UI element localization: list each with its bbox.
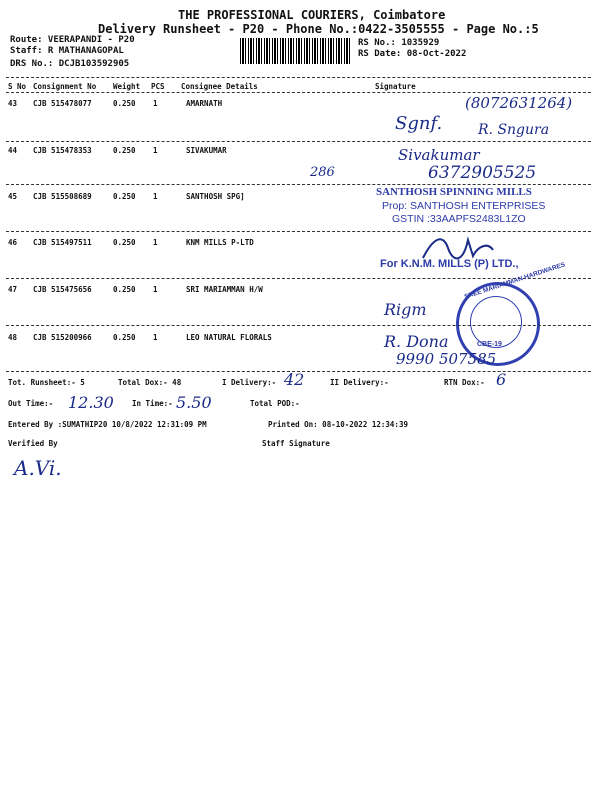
row-sno: 43 <box>8 99 18 108</box>
row-consignee: SANTHOSH SPG] <box>186 192 245 201</box>
row-weight: 0.250 <box>113 192 136 201</box>
row-consignment: CJB 515497511 <box>33 238 92 247</box>
row-consignment: CJB 515475656 <box>33 285 92 294</box>
row-sno: 46 <box>8 238 18 247</box>
row-consignee: KNM MILLS P-LTD <box>186 238 254 247</box>
divider <box>6 77 591 78</box>
row-consignee: AMARNATH <box>186 99 223 108</box>
company-stamp: Prop: SANTHOSH ENTERPRISES <box>382 200 546 212</box>
handwritten-mark: 286 <box>310 165 335 180</box>
staff-signature-label: Staff Signature <box>262 439 330 448</box>
row-pcs: 1 <box>153 99 158 108</box>
route-label: Route: VEERAPANDI - P20 <box>10 35 135 45</box>
handwritten-signature: Rigm <box>384 300 427 319</box>
i-delivery-value: 42 <box>284 370 305 389</box>
row-consignment: CJB 515478077 <box>33 99 92 108</box>
seal-text: CBE-19 <box>477 341 502 348</box>
out-time-value: 12.30 <box>68 393 114 412</box>
row-pcs: 1 <box>153 192 158 201</box>
ii-delivery-label: II Delivery:- <box>330 378 389 387</box>
verified-by-label: Verified By <box>8 439 58 448</box>
row-pcs: 1 <box>153 333 158 342</box>
divider <box>6 278 591 279</box>
tot-runsheet: Tot. Runsheet:- 5 <box>8 378 85 387</box>
row-consignee: LEO NATURAL FLORALS <box>186 333 272 342</box>
divider <box>6 92 591 93</box>
company-stamp: GSTIN :33AAPFS2483L1ZO <box>392 213 526 225</box>
col-weight: Weight <box>113 82 141 91</box>
total-dox: Total Dox:- 48 <box>118 378 182 387</box>
runsheet-subtitle: Delivery Runsheet - P20 - Phone No.:0422-3505555 - Page No.:5 <box>98 22 539 36</box>
col-consignee: Consignee Details <box>181 82 258 91</box>
row-weight: 0.250 <box>113 99 136 108</box>
row-pcs: 1 <box>153 285 158 294</box>
col-sno: S No <box>8 82 27 91</box>
handwritten-signature: Sivakumar <box>398 146 480 164</box>
rs-number: RS No.: 1035929 <box>358 38 440 48</box>
row-sno: 48 <box>8 333 18 342</box>
verifier-signature: A.Vi. <box>14 456 62 480</box>
entered-by: Entered By :SUMATHIP20 10/8/2022 12:31:09 PM <box>8 420 207 429</box>
row-weight: 0.250 <box>113 146 136 155</box>
handwritten-phone: 9990 507585 <box>396 350 497 368</box>
in-time-value: 5.50 <box>176 393 212 412</box>
company-title: THE PROFESSIONAL COURIERS, Coimbatore <box>178 8 446 22</box>
out-time-label: Out Time:- <box>8 399 54 408</box>
divider <box>6 141 591 142</box>
rtn-dox-label: RTN Dox:- <box>444 378 485 387</box>
handwritten-name: R. Dona <box>384 332 449 351</box>
row-weight: 0.250 <box>113 285 136 294</box>
row-weight: 0.250 <box>113 238 136 247</box>
divider <box>6 231 591 232</box>
total-pod-label: Total POD:- <box>250 399 300 408</box>
handwritten-signature: Sgnf. <box>395 113 443 134</box>
divider <box>6 184 591 185</box>
in-time-label: In Time:- <box>132 399 173 408</box>
printed-on: Printed On: 08-10-2022 12:34:39 <box>268 420 408 429</box>
handwritten-phone: 6372905525 <box>428 163 537 183</box>
seal-text: SREE MARIAMMAN HARDWARES <box>463 261 567 301</box>
i-delivery-label: I Delivery:- <box>222 378 277 387</box>
row-sno: 47 <box>8 285 18 294</box>
row-weight: 0.250 <box>113 333 136 342</box>
row-consignee: SRI MARIAMMAN H/W <box>186 285 263 294</box>
drs-number: DRS No.: DCJB103592905 <box>10 59 130 69</box>
rtn-dox-value: 6 <box>496 370 507 389</box>
row-sno: 44 <box>8 146 18 155</box>
company-stamp: SANTHOSH SPINNING MILLS <box>376 186 532 198</box>
barcode-image <box>240 38 352 64</box>
row-consignment: CJB 515508689 <box>33 192 92 201</box>
handwritten-phone: (8072631264) <box>465 94 573 112</box>
rs-date: RS Date: 08-Oct-2022 <box>358 49 467 59</box>
row-consignment: CJB 515200966 <box>33 333 92 342</box>
row-consignee: SIVAKUMAR <box>186 146 227 155</box>
divider <box>6 325 591 326</box>
row-consignment: CJB 515478353 <box>33 146 92 155</box>
row-pcs: 1 <box>153 238 158 247</box>
handwritten-name: R. Sngura <box>478 122 550 138</box>
col-consignment: Consignment No <box>33 82 97 91</box>
col-pcs: PCS <box>151 82 165 91</box>
col-signature: Signature <box>375 82 416 91</box>
row-sno: 45 <box>8 192 18 201</box>
company-stamp: For K.N.M. MILLS (P) LTD., <box>380 258 519 270</box>
row-pcs: 1 <box>153 146 158 155</box>
staff-label: Staff: R MATHANAGOPAL <box>10 46 124 56</box>
